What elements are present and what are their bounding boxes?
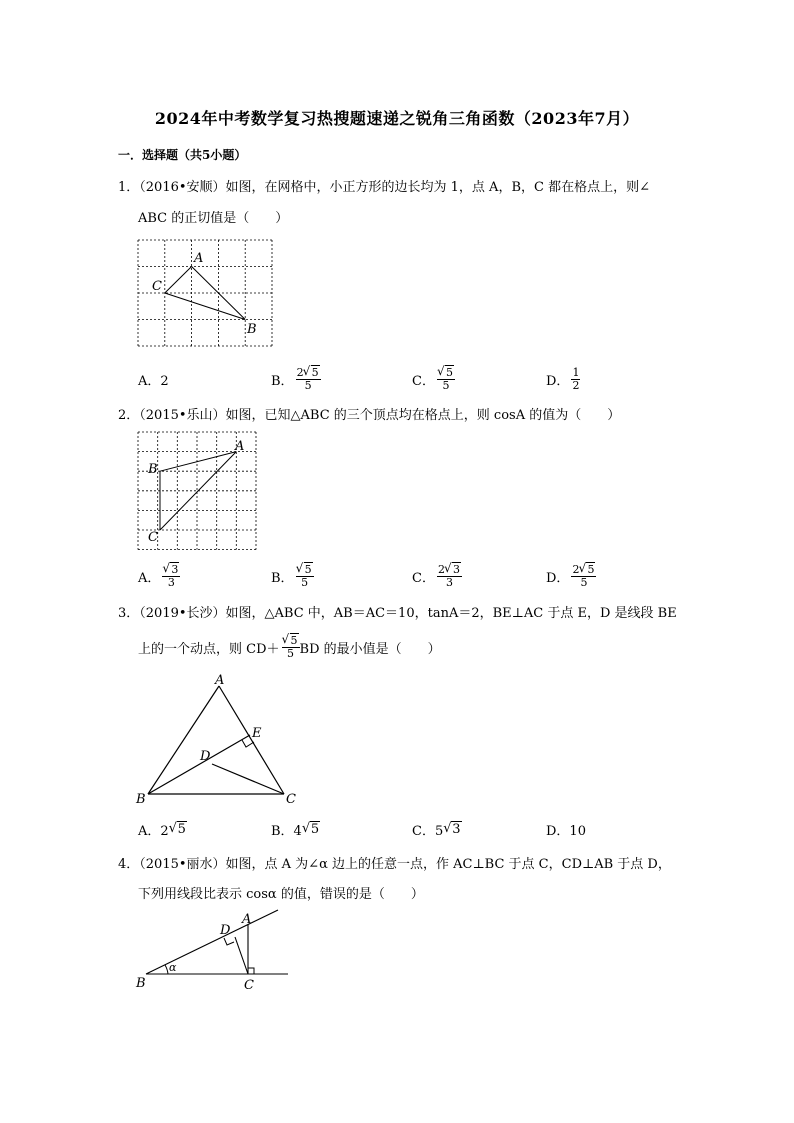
q4-angle-figure — [132, 908, 292, 992]
q3-stem-line1: 3．（2019•长沙）如图，△ABC 中，AB＝AC＝10，tanA＝2，BE⊥AC 于点 E，D 是线段 BE — [118, 606, 677, 621]
q3-option-c[interactable]: C．5 √ 3 — [412, 814, 462, 844]
q3-stem-line2: 上的一个动点，则 CD＋ √ $\frac{5}{5}$ BD 的最小值是（ ） — [138, 630, 441, 664]
q2-grid-figure — [138, 432, 262, 556]
q3-label-e: E — [252, 726, 262, 741]
q3-fraction: √ $\frac{5}{5}$ — [282, 635, 300, 660]
q1-option-b[interactable]: B． $\frac{2√ 5}{5}$ — [271, 364, 321, 394]
q2-option-c[interactable]: C． $\frac{2√ 3}{3}$ — [412, 561, 462, 591]
q1-label-c: C — [152, 279, 162, 294]
q1-option-d[interactable]: D． $\frac{1}{2}$ — [546, 365, 580, 392]
q3-option-a[interactable]: A．2 √ 5 — [138, 814, 187, 844]
q2-stem-line1: 2．（2015•乐山）如图，已知△ABC 的三个顶点均在格点上，则 cosA 的值为（ ） — [118, 408, 621, 423]
q1-label-b: B — [247, 322, 257, 337]
q2-option-b[interactable]: B． √ $\frac{5}{5}$ — [271, 561, 314, 591]
q1-stem-line1: 1．（2016•安顺）如图，在网格中，小正方形的边长均为 1，点 A，B，C 都在格点上，则∠ — [118, 180, 650, 195]
q3-label-d: D — [200, 749, 211, 764]
q4-label-d: D — [220, 923, 231, 938]
q3-label-c: C — [286, 792, 296, 807]
q2-option-d[interactable]: D． $\frac{2√ 5}{5}$ — [546, 561, 596, 591]
q1-label-a: A — [194, 251, 204, 266]
page-title: 2024年中考数学复习热搜题速递之锐角三角函数（2023年7月） — [154, 109, 640, 128]
q3-label-a: A — [215, 673, 225, 688]
q3-option-d[interactable]: D．10 — [546, 823, 586, 839]
q4-label-b: B — [136, 976, 146, 991]
q4-label-a: A — [242, 912, 252, 927]
q4-lines — [146, 910, 288, 974]
q2-label-b: B — [148, 462, 158, 477]
q2-option-a[interactable]: A． √ $\frac{3}{3}$ — [138, 561, 180, 591]
q3-label-b: B — [136, 792, 146, 807]
q2-options — [138, 561, 698, 591]
section-heading: 一．选择题（共5小题） — [118, 148, 247, 162]
q1-stem-line2: ABC 的正切值是（ ） — [138, 211, 289, 226]
q4-stem-line2: 下列用线段比表示 cosα 的值，错误的是（ ） — [138, 887, 424, 902]
q1-grid-figure — [138, 240, 278, 352]
q2-label-c: C — [148, 530, 158, 545]
q4-label-alpha: α — [169, 961, 177, 974]
q1-options — [138, 364, 698, 394]
q2-label-a: A — [235, 439, 245, 454]
q4-label-c: C — [244, 978, 254, 993]
q3-option-b[interactable]: B．4 √ 5 — [271, 814, 320, 844]
q3-triangle — [148, 686, 284, 794]
q3-triangle-figure — [132, 672, 312, 808]
q1-option-a[interactable]: A．2 — [138, 373, 169, 389]
q4-stem-line1: 4．（2015•丽水）如图，点 A 为∠α 边上的任意一点，作 AC⊥BC 于点 C，CD⊥AB 于点 D， — [118, 857, 671, 872]
q1-triangle — [165, 267, 245, 320]
q3-options — [138, 814, 698, 844]
q1-option-c[interactable]: C． √ $\frac{5}{5}$ — [412, 364, 455, 394]
